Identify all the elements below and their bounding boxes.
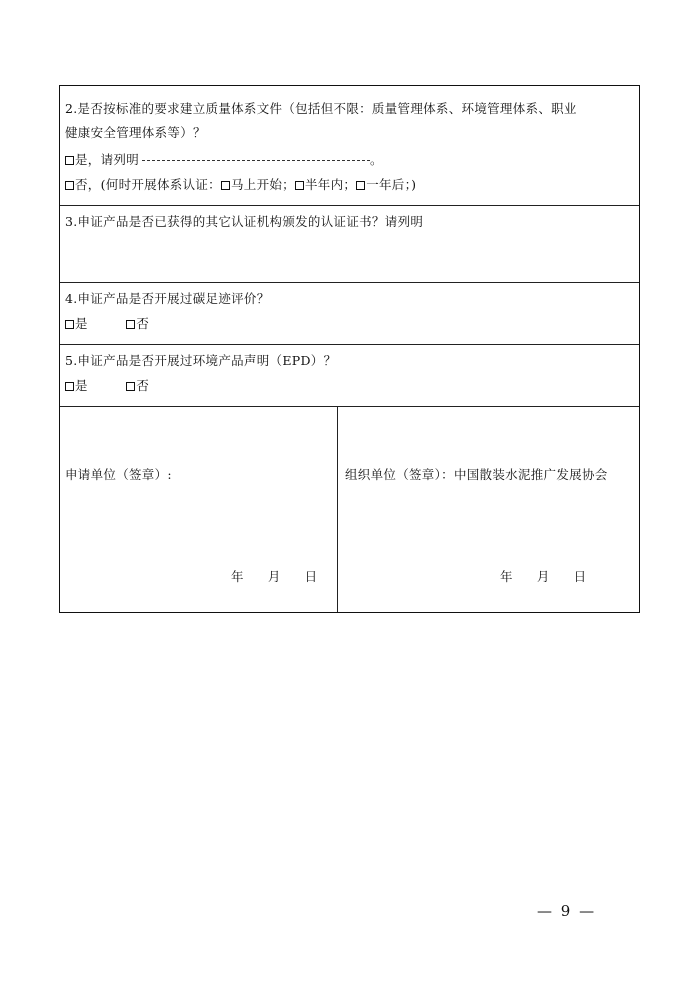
organizer-seal-label: 组织单位（签章）：中国散装水泥推广发展协会 [345,467,608,482]
q2-yes-checkbox[interactable] [65,156,74,165]
question-2-text-line2: 健康安全管理体系等）？ [65,125,206,140]
q5-no-checkbox[interactable] [126,382,135,391]
q5-yes-label: 是 [75,378,88,393]
q2-one-year-checkbox[interactable] [356,181,365,190]
q2-no-checkbox[interactable] [65,181,74,190]
question-3-row [60,206,639,283]
q2-one-year-label: 一年后；) [366,177,417,192]
applicant-date [231,570,317,584]
q2-now-label: 马上开始； [230,177,295,192]
applicant-date-month: 月 [267,569,281,584]
question-5-row [60,345,639,407]
question-3-text: 3.申证产品是否已获得的其它认证机构颁发的认证证书？请列明 [65,214,424,229]
q4-no-checkbox[interactable] [126,320,135,329]
q2-half-year-label: 半年内； [305,177,357,192]
question-2-yes-option [65,153,383,167]
organizer-date [500,570,586,584]
q5-yes-checkbox[interactable] [65,382,74,391]
question-4-row [60,283,639,345]
q4-yes-label: 是 [75,316,88,331]
organizer-date-month: 月 [536,569,550,584]
signature-divider [337,407,338,612]
q2-yes-end: 。 [370,152,383,167]
application-form-table [59,85,640,613]
question-5-text: 5.申证产品是否开展过环境产品声明（EPD）？ [65,353,337,368]
q4-yes-checkbox[interactable] [65,320,74,329]
applicant-seal-label: 申请单位（签章）: [65,467,172,482]
q2-yes-label: 是，请列明 [75,152,140,167]
question-5-options [65,379,149,393]
q2-now-checkbox[interactable] [221,181,230,190]
q4-no-label: 否 [136,316,150,331]
applicant-date-year: 年 [231,569,244,584]
organizer-date-year: 年 [500,569,513,584]
question-2-row [60,86,639,206]
question-2-text-line1: 2.是否按标准的要求建立质量体系文件（包括但不限：质量管理体系、环境管理体系、职业 [65,101,577,116]
question-4-options [65,317,149,331]
q5-no-label: 否 [136,378,150,393]
q2-no-label: 否，(何时开展体系认证： [75,177,221,192]
page-number: — 9 — [537,902,597,920]
organizer-date-day: 日 [573,569,587,584]
question-2-no-option [65,178,416,192]
signature-row [60,407,639,612]
question-4-text: 4.申证产品是否开展过碳足迹评价？ [65,291,270,306]
q2-half-year-checkbox[interactable] [295,181,304,190]
q2-fill-in-line[interactable] [142,160,370,161]
applicant-date-day: 日 [304,569,318,584]
